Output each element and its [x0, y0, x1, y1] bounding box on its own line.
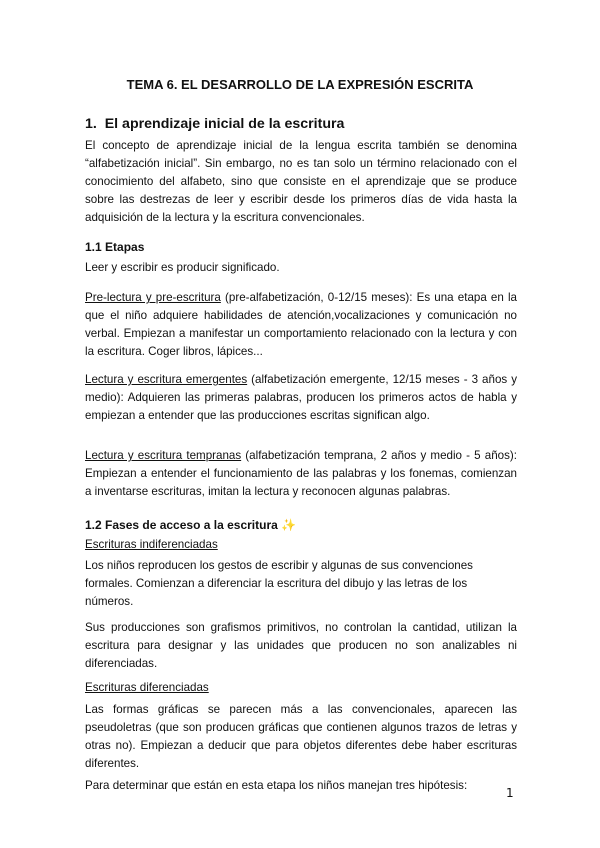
etapa-term: Pre-lectura y pre-escritura	[85, 291, 221, 304]
page-number: 1	[506, 786, 514, 800]
fases-heading	[85, 516, 517, 534]
etapa-term: Lectura y escritura tempranas	[85, 449, 242, 462]
document-body	[85, 76, 517, 795]
diferenciadas-p2: Para determinar que están en esta etapa los niños manejan tres hipótesis:	[85, 779, 468, 792]
etapas-heading: 1.1 Etapas	[85, 240, 145, 254]
etapa-item	[85, 447, 517, 501]
indiferenciadas-subheading: Escrituras indiferenciadas	[85, 538, 218, 551]
etapa-text: (alfabetización temprana, 2 años y medio - 5 años): Empiezan a entender el funcionamiento de las palabras y los fonemas, comienzan a inventarse escrituras, imitan la lectura y reconocen algunas palabras.	[85, 449, 517, 498]
etapa-text: (pre-alfabetización, 0-12/15 meses): Es una etapa en la que el niño adquiere habilidades de atención,vocalizaciones y comunicación no verbal. Empiezan a manifestar un comportamiento relacionado con la lectura y con la escritura. Coger libros, lápices...	[85, 291, 517, 358]
sparkles-icon: ✨	[281, 518, 297, 532]
etapa-item	[85, 371, 517, 425]
etapa-term: Lectura y escritura emergentes	[85, 373, 248, 386]
diferenciadas-subheading: Escrituras diferenciadas	[85, 681, 209, 694]
etapa-text: (alfabetización emergente, 12/15 meses - 3 años y medio): Adquieren las primeras palabras, producen los primeros actos de habla y empiezan a entender que las producciones escritas significan algo.	[85, 373, 517, 422]
indiferenciadas-p1: Los niños reproducen los gestos de escribir y algunas de sus convenciones formales. Comienzan a diferenciar la escritura del dibujo y las letras de los números.	[85, 559, 473, 608]
section-heading: 1. El aprendizaje inicial de la escritura	[85, 116, 345, 132]
indiferenciadas-p2: Sus producciones son grafismos primitivos, no controlan la cantidad, utilizan la escritura para designar y las unidades que producen no son analizables ni diferenciadas.	[85, 621, 517, 670]
section-paragraph: El concepto de aprendizaje inicial de la lengua escrita también se denomina “alfabetización inicial”. Sin embargo, no es tan solo un término relacionado con el conocimiento del alfabeto, sino que consiste en el aprendizaje que se produce sobre las destrezas de leer y escribir desde los primeros días de vida hasta la adquisición de la lectura y la escritura convencionales.	[85, 139, 517, 224]
diferenciadas-p1: Las formas gráficas se parecen más a las convencionales, aparecen las pseudoletras (que son producen gráficas que contienen algunos trazos de letras y otras no). Empiezan a deducir que para objetos diferentes debe haber escrituras diferentes.	[85, 703, 517, 770]
document-title: TEMA 6. EL DESARROLLO DE LA EXPRESIÓN ESCRITA	[126, 77, 474, 92]
etapa-item	[85, 289, 517, 361]
fases-heading-text: 1.2 Fases de acceso a la escritura	[85, 518, 278, 532]
etapas-intro: Leer y escribir es producir significado.	[85, 261, 280, 274]
